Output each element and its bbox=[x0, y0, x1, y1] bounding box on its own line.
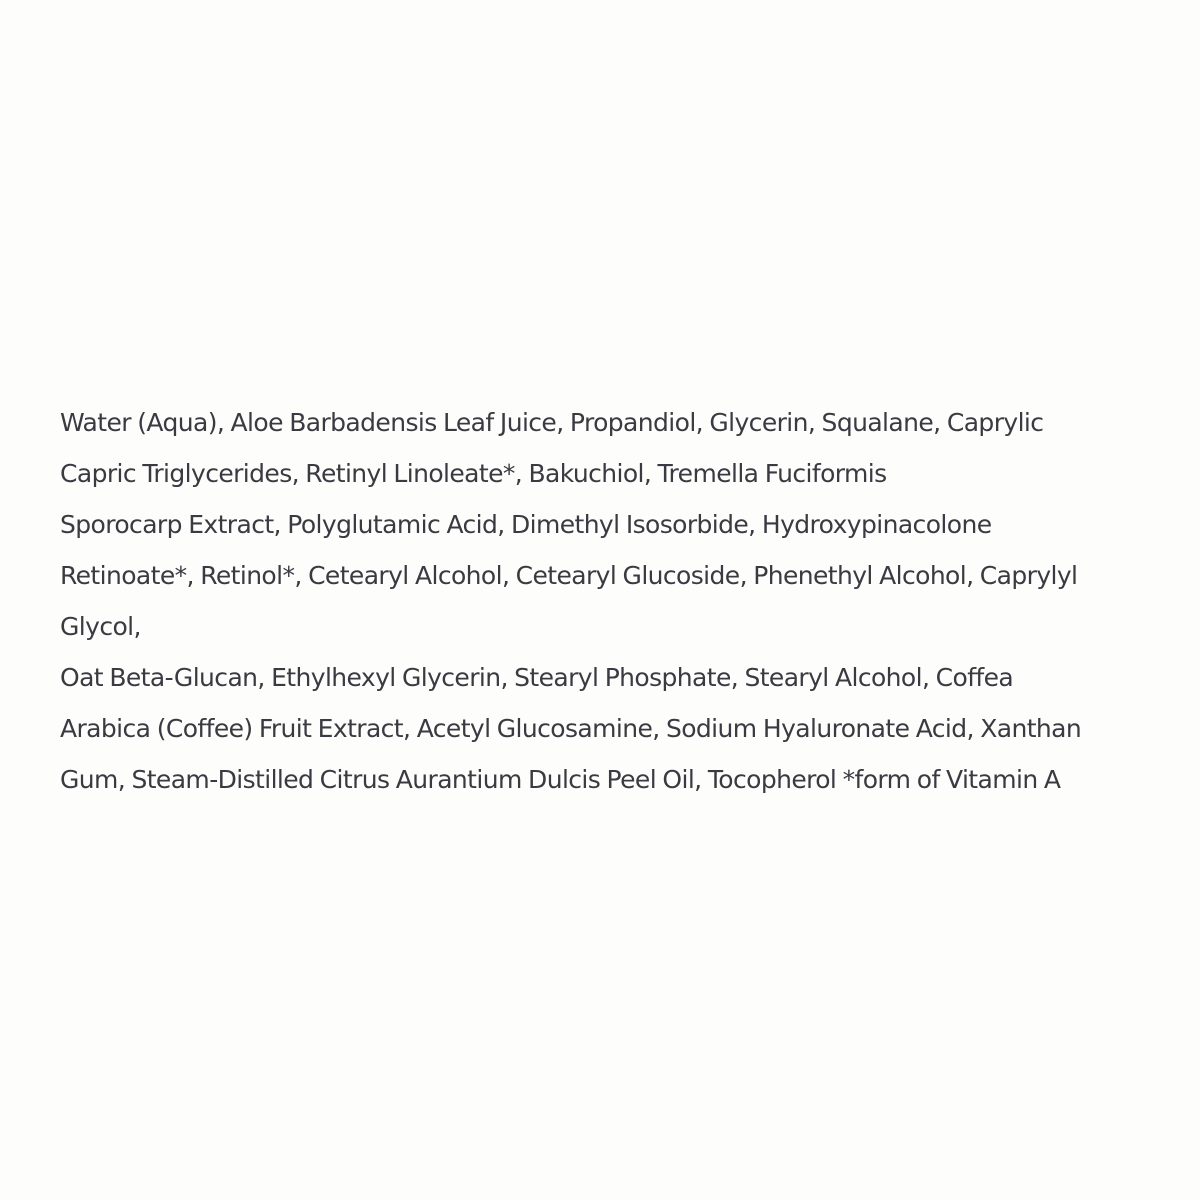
ingredients-line: Retinoate*, Retinol*, Cetearyl Alcohol, Cetearyl Glucoside, Phenethyl Alcohol, Caprylyl bbox=[60, 561, 1078, 590]
ingredients-line: Oat Beta-Glucan, Ethylhexyl Glycerin, Stearyl Phosphate, Stearyl Alcohol, Coffea bbox=[60, 663, 1014, 692]
ingredients-line: Arabica (Coffee) Fruit Extract, Acetyl Glucosamine, Sodium Hyaluronate Acid, Xanthan bbox=[60, 714, 1082, 743]
ingredients-line: Capric Triglycerides, Retinyl Linoleate*, Bakuchiol, Tremella Fuciformis bbox=[60, 459, 887, 488]
ingredients-line: Sporocarp Extract, Polyglutamic Acid, Dimethyl Isosorbide, Hydroxypinacolone bbox=[60, 510, 992, 539]
ingredients-line: Gum, Steam-Distilled Citrus Aurantium Dulcis Peel Oil, Tocopherol *form of Vitamin A bbox=[60, 765, 1061, 794]
ingredients-line: Water (Aqua), Aloe Barbadensis Leaf Juice, Propandiol, Glycerin, Squalane, Caprylic bbox=[60, 408, 1044, 437]
ingredients-list bbox=[60, 397, 1180, 805]
ingredients-line: Glycol, bbox=[60, 612, 141, 641]
